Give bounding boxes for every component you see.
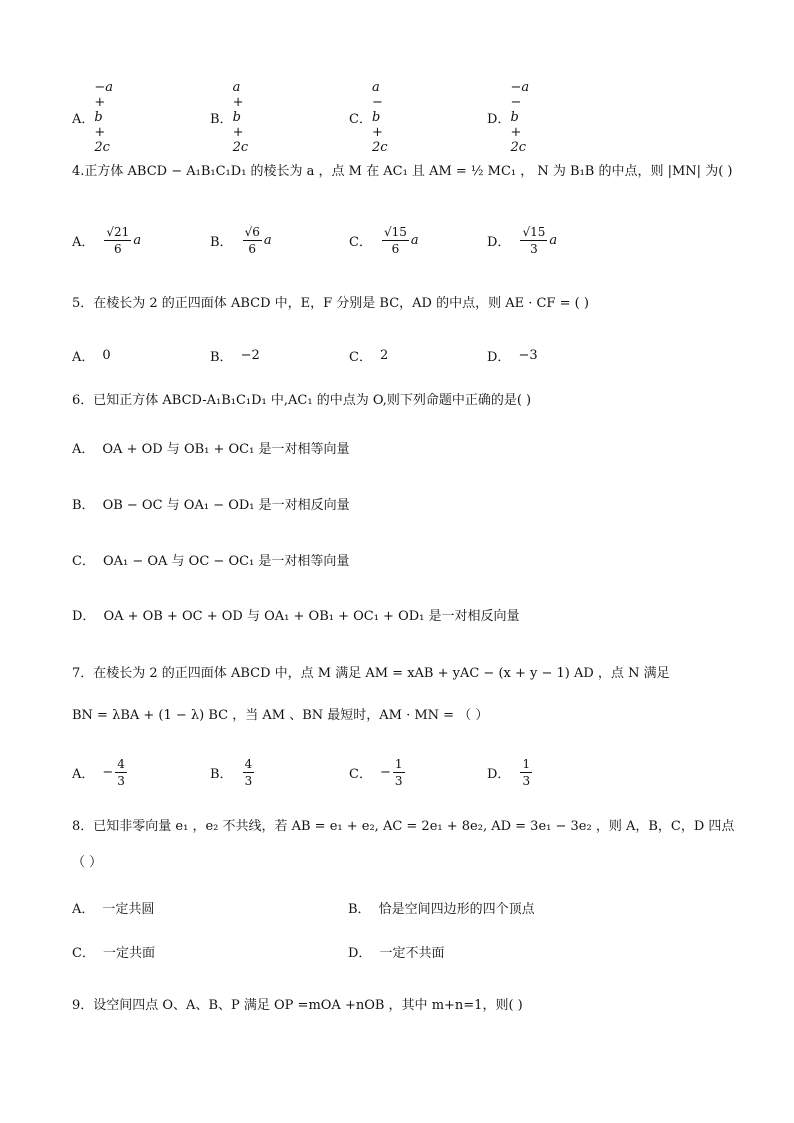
q4-option-d[interactable]: D． $\frac{√15}{3}$ a (487, 224, 558, 256)
fraction: $\frac{4}{3}$ (117, 756, 125, 788)
q5-option-d[interactable]: D． −3 (487, 347, 538, 365)
q3-option-b-expr: a + b + 2c (232, 79, 249, 155)
q7-question-line2: BN = λBA + (1 − λ) BC ，当 AM 、BN 最短时，AM · MN = （ ） (72, 708, 489, 723)
q8-option-b[interactable]: B． 恰是空间四边形的四个顶点 (348, 902, 535, 917)
fraction: $\frac{1}{3}$ (394, 756, 403, 788)
q8-option-c[interactable]: C． 一定共面 (72, 946, 155, 961)
q7-option-b[interactable]: B． $\frac{4}{3}$ (210, 756, 253, 788)
fraction: $\frac{√15}{3}$ (522, 224, 546, 256)
q5-option-c[interactable]: C． 2 (349, 347, 389, 365)
q3-option-b[interactable]: B． a + b + 2c (210, 79, 249, 155)
q5-option-a[interactable]: A． 0 (72, 347, 111, 365)
q6-option-d[interactable]: D． OA + OB + OC + OD 与 OA₁ + OB₁ + OC₁ + OD₁ 是一对相反向量 (72, 609, 520, 624)
q4-question: 4.正方体 ABCD − A₁B₁C₁D₁ 的棱长为 a ，点 M 在 AC₁ 且 AM = ½ MC₁ ， N 为 B₁B 的中点，则 |MN| 为( ) (72, 164, 733, 179)
fraction: $\frac{√6}{6}$ (244, 224, 260, 256)
q5-question: 5．在棱长为 2 的正四面体 ABCD 中，E，F 分别是 BC，AD 的中点，则 AE · CF = ( ) (72, 296, 589, 311)
q3-option-a-expr: −a + b + 2c (94, 79, 114, 155)
q6-question: 6．已知正方体 ABCD-A₁B₁C₁D₁ 中,AC₁ 的中点为 O,则下列命题中正确的是( ) (72, 393, 532, 408)
q6-option-c[interactable]: C． OA₁ − OA 与 OC − OC₁ 是一对相等向量 (72, 554, 350, 569)
q7-option-a[interactable]: A． − $\frac{4}{3}$ (72, 756, 125, 788)
q5-option-b[interactable]: B． −2 (210, 347, 260, 365)
q7-option-d[interactable]: D． $\frac{1}{3}$ (487, 756, 531, 788)
q4-option-b[interactable]: B． $\frac{√6}{6}$ a (210, 224, 272, 256)
q3-option-a[interactable]: A． −a + b + 2c (72, 79, 114, 155)
q8-question-line2: （ ） (72, 855, 103, 870)
q3-option-d-expr: −a − b + 2c (510, 79, 530, 155)
q4-option-a[interactable]: A． $\frac{√21}{6}$ a (72, 224, 142, 256)
q6-option-b[interactable]: B． OB − OC 与 OA₁ − OD₁ 是一对相反向量 (72, 498, 350, 513)
q7-option-c[interactable]: C． − $\frac{1}{3}$ (349, 756, 403, 788)
fraction: $\frac{√21}{6}$ (106, 224, 130, 256)
q6-option-a[interactable]: A． OA + OD 与 OB₁ + OC₁ 是一对相等向量 (72, 442, 350, 457)
q8-option-d[interactable]: D． 一定不共面 (348, 946, 445, 961)
q8-question-line1: 8．已知非零向量 e₁ ，e₂ 不共线，若 AB = e₁ + e₂, AC = 2e₁ + 8e₂, AD = 3e₁ − 3e₂ ，则 A，B，C，D 四点 (72, 819, 735, 834)
q7-question-line1: 7．在棱长为 2 的正四面体 ABCD 中，点 M 满足 AM = xAB + yAC − (x + y − 1) AD ，点 N 满足 (72, 666, 670, 681)
q8-option-a[interactable]: A． 一定共圆 (72, 902, 155, 917)
fraction: $\frac{1}{3}$ (522, 756, 531, 788)
q3-option-c-expr: a − b + 2c (371, 79, 388, 155)
q4-option-c[interactable]: C． $\frac{√15}{6}$ a (349, 224, 419, 256)
fraction: $\frac{4}{3}$ (244, 756, 253, 788)
q3-option-c[interactable]: C． a − b + 2c (349, 79, 388, 155)
q3-option-d[interactable]: D． −a − b + 2c (487, 79, 530, 155)
q9-question: 9．设空间四点 O、A、B、P 满足 OP =mOA +nOB ，其中 m+n=1，则( ) (72, 998, 523, 1013)
fraction: $\frac{√15}{6}$ (383, 224, 407, 256)
